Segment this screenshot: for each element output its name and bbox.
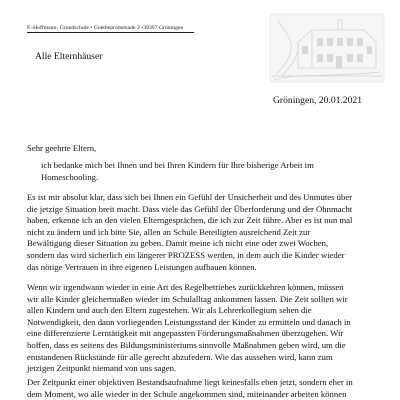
text-line: nicht zu ändern und ich bitte Sie, allen an Schule Beteiligten ausreichend Zeit zur [27, 226, 311, 237]
text-line: jetzigen Zeitpunkt niemand von uns sagen. [27, 363, 177, 374]
sender-address-line: F.-Hoffmann- Grundschule • Goethepromenade 2 •39397 Gröningen [27, 25, 184, 31]
text-line: Der Zeitpunkt einer objektiven Bestandsaufnahme liegt keinesfalls eben jetzt, sondern eher in [27, 377, 353, 387]
salutation: Sehr geehrte Eltern, [27, 143, 97, 153]
text-line: wir alle Kinder gleichermaßen wieder im Schulalltag ankommen lassen. Die Zeit sollten wir [27, 293, 348, 304]
text-line: Homeschooling. [41, 171, 99, 182]
letter-date: Gröningen, 20.01.2021 [273, 95, 362, 106]
recipient-line: Alle Elternhäuser [35, 51, 103, 62]
text-line: Wenn wir irgendwann wieder in eine Art des Regelbetriebes zurückkehren können, müssen [27, 282, 344, 292]
text-line: Bewältigung dieser Situation zu geben. Damit meine ich nicht eine oder zwei Wochen, [27, 238, 329, 249]
text-line: allen Kindern und auch den Eltern zugestehen. Wir als Lehrerkollegium sehen die [27, 305, 312, 316]
text-line: entstandenen Rückstände für alle gerecht abzufedern. Wie das aussehen wird, kann zum [27, 351, 333, 362]
text-line: hoffen, dass es seitens des Bildungsministeriums sinnvolle Maßnahmen geben wird, um die [27, 339, 346, 350]
text-line: sondern das wird sicherlich ein längerer PROZESS werden, in dem auch die Kinder wieder [27, 249, 345, 260]
text-line: Es ist mir absolut klar, dass sich bei Ihnen ein Gefühl der Unsicherheit und des Unmutes über [27, 192, 353, 202]
text-line: Notwendigkeit, den dann vorliegenden Leistungsstand der Kinder zu ermitteln und danach in [27, 316, 351, 327]
paragraph-2 [27, 282, 383, 375]
text-line: haben, erkenne ich an den vielen Elterngesprächen, die ich zur Zeit führe. Aber es ist nun mal [27, 215, 353, 226]
text-line: eine differenzierte Lerntätigkeit mit angepassten Förderungsmaßnahmen überzugehen. Wir [27, 328, 344, 339]
text-line: dem Moment, wo alle wieder in der Schule angekommen sind, miteinander arbeiten können [27, 388, 347, 399]
sender-underline [27, 32, 194, 33]
paragraph-1 [27, 192, 383, 273]
school-building-watermark [268, 12, 386, 84]
text-line: das nötige Vertrauen in ihre eigenen Leistungen aufbauen können. [27, 261, 257, 272]
text-line: die jetzige Situation breit macht. Dass viele das Gefühl der Überforderung und der Ohnmacht [27, 203, 353, 214]
paragraph-3 [27, 377, 383, 400]
intro-paragraph [41, 160, 397, 183]
text-line: ich bedanke mich bei Ihnen und bei Ihren Kindern für Ihre bisherige Arbeit im [41, 160, 314, 170]
